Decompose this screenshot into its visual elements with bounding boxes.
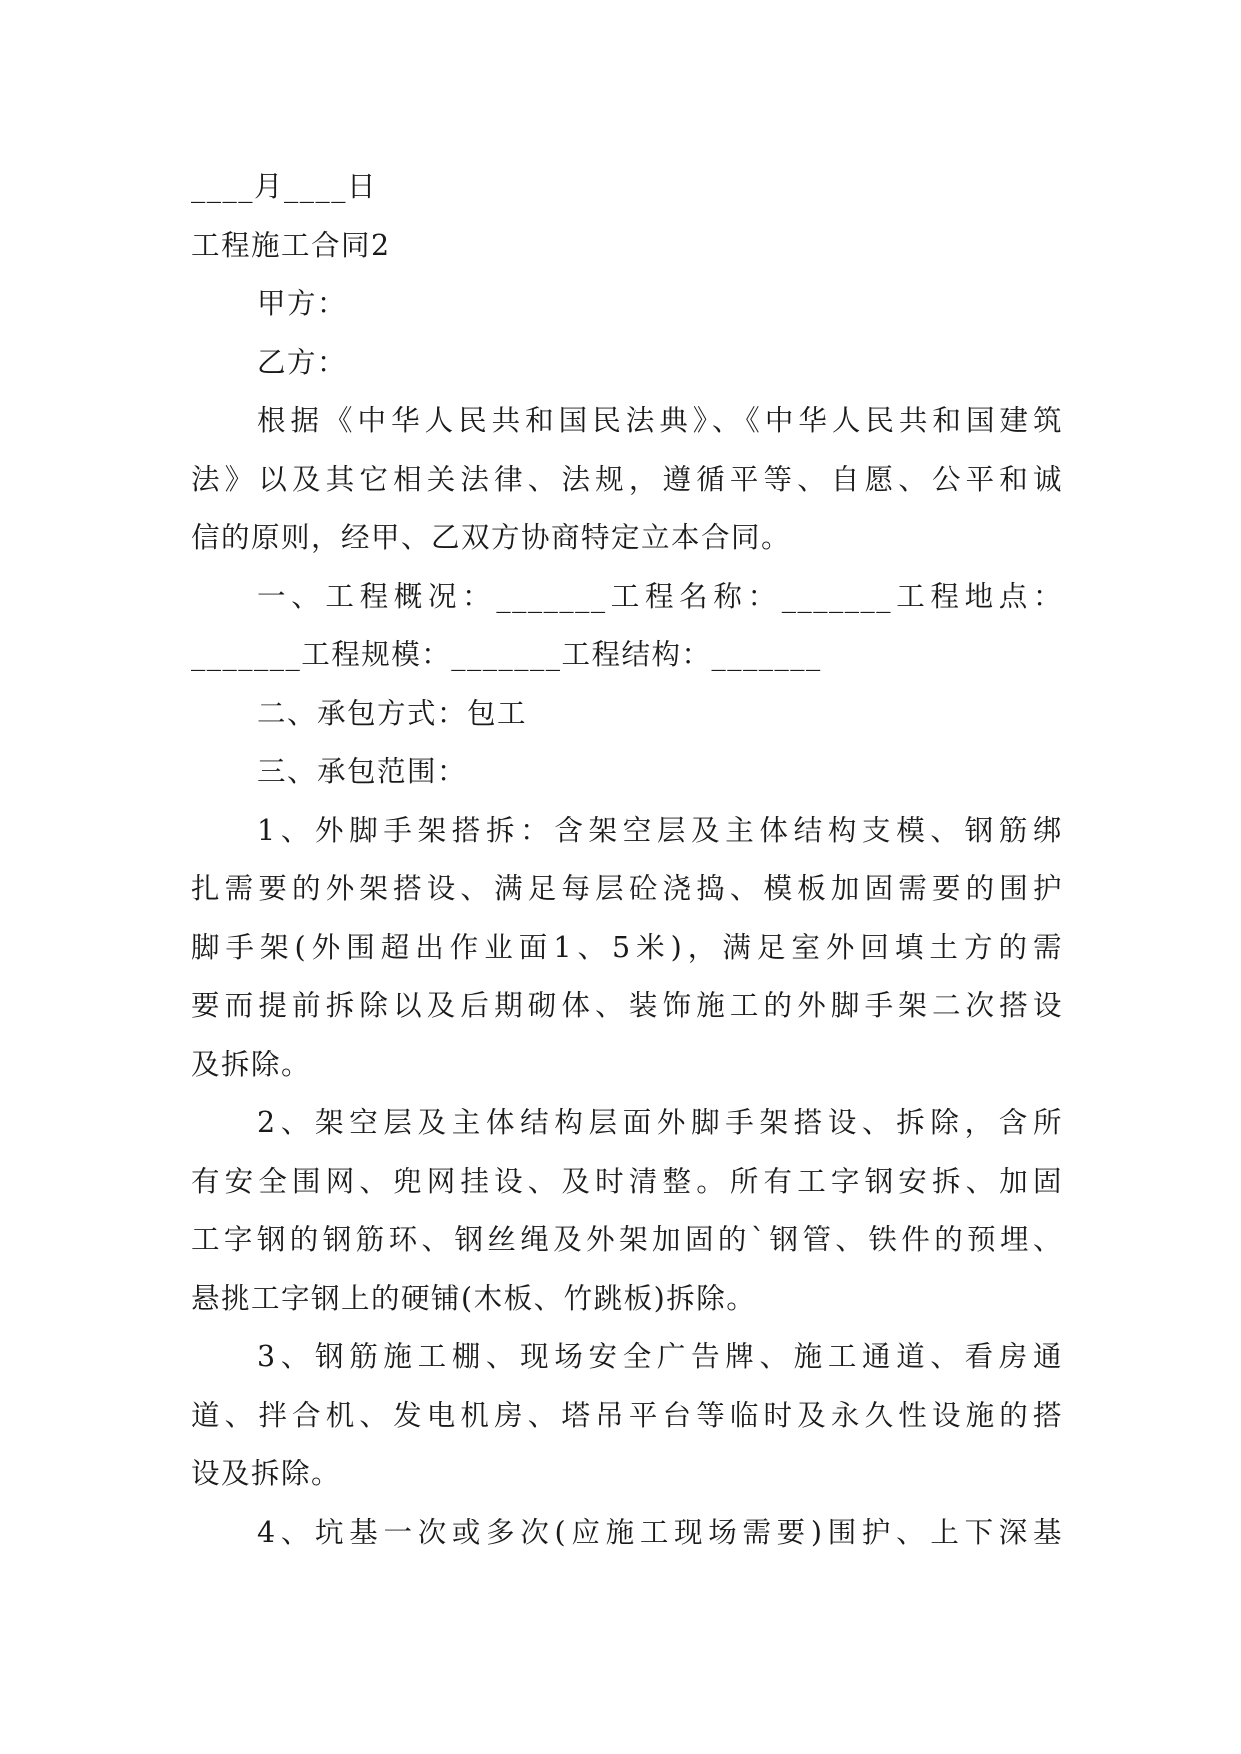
text-line: 三、承包范围：	[257, 755, 468, 788]
text-line: 法》以及其它相关法律、法规，遵循平等、自愿、公平和诚	[191, 462, 1063, 496]
text-line: 3、钢筋施工棚、现场安全广告牌、施工通道、看房通	[257, 1340, 1063, 1373]
text-line: 要而提前拆除以及后期砌体、装饰施工的外脚手架二次搭设	[191, 989, 1063, 1022]
text-line: _______工程规模：_______工程结构：_______	[191, 638, 822, 671]
text-line: 有安全围网、兜网挂设、及时清整。所有工字钢安拆、加固	[191, 1164, 1063, 1198]
text-line: 2、架空层及主体结构层面外脚手架搭设、拆除，含所	[257, 1106, 1063, 1139]
text-line: 工字钢的钢筋环、钢丝绳及外架加固的`钢管、铁件的预埋、	[191, 1223, 1063, 1256]
text-line: 乙方：	[257, 345, 348, 379]
text-line: 二、承包方式：包工	[257, 696, 528, 730]
text-line: 道、拌合机、发电机房、塔吊平台等临时及永久性设施的搭	[191, 1398, 1063, 1432]
text-line: 1、外脚手架搭拆：含架空层及主体结构支模、钢筋绑	[257, 813, 1063, 847]
document-body	[191, 158, 1063, 1562]
text-line: ____月____日	[191, 170, 378, 203]
text-line: 一、工程概况：_______工程名称：_______工程地点：	[257, 579, 1063, 613]
text-line: 扎需要的外架搭设、满足每层砼浇捣、模板加固需要的围护	[191, 872, 1063, 905]
text-line: 甲方：	[257, 287, 348, 320]
text-line: 脚手架(外围超出作业面1、5米)，满足室外回填土方的需	[191, 930, 1063, 964]
text-line: 悬挑工字钢上的硬铺(木板、竹跳板)拆除。	[191, 1281, 757, 1315]
text-line: 设及拆除。	[191, 1457, 342, 1490]
text-line: 根据《中华人民共和国民法典》、《中华人民共和国建筑	[257, 404, 1063, 437]
text-line: 4、坑基一次或多次(应施工现场需要)围护、上下深基	[257, 1515, 1063, 1549]
text-line: 及拆除。	[191, 1047, 312, 1081]
text-line: 工程施工合同2	[191, 228, 391, 262]
text-line: 信的原则，经甲、乙双方协商特定立本合同。	[191, 521, 792, 554]
